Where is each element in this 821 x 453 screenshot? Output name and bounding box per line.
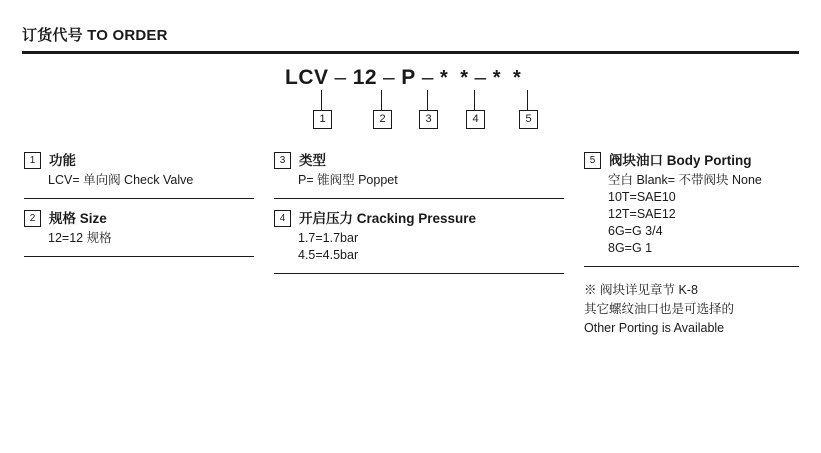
legend-block-5-head: [584, 152, 799, 169]
legend-title-4: 开启压力 Cracking Pressure: [299, 210, 477, 226]
legend-body-4: [298, 230, 564, 264]
code-marker-3: 3: [419, 110, 438, 129]
legend-marker-4: 4: [274, 210, 291, 227]
note-line: ※ 阀块详见章节 K-8: [584, 283, 698, 297]
legend-option: 12=12 规格: [48, 231, 112, 245]
note-line: 其它螺纹油口也是可选择的: [584, 302, 735, 316]
leader-line-5: [527, 90, 528, 110]
legend-body-3: [298, 172, 564, 189]
code-segment-3: P: [401, 66, 416, 89]
legend-body-1: [48, 172, 254, 189]
legend-title-2: 规格 Size: [49, 210, 107, 226]
legend-column-2: [274, 152, 564, 285]
legend-block-4: [274, 210, 564, 264]
page-title: 订货代号 TO ORDER: [22, 27, 168, 44]
leader-line-2: [381, 90, 382, 110]
code-separator: –: [421, 66, 434, 89]
code-segment-4b: *: [460, 67, 469, 89]
legend-option: 10T=SAE10: [608, 190, 676, 204]
code-separator: –: [334, 66, 347, 89]
code-separator: –: [474, 66, 487, 89]
legend-body-2: [48, 230, 254, 247]
legend-marker-3: 3: [274, 152, 291, 169]
leader-line-3: [427, 90, 428, 110]
legend-option: 4.5=4.5bar: [298, 248, 359, 262]
code-segment-4a: *: [439, 67, 449, 89]
legend-option: 8G=G 1: [608, 241, 653, 255]
code-segment-5a: *: [492, 67, 502, 89]
legend-block-4-head: [274, 210, 564, 227]
legend-marker-1: 1: [24, 152, 41, 169]
note-line: Other Porting is Available: [584, 321, 725, 335]
legend-option: 12T=SAE12: [608, 207, 676, 221]
legend-divider-5: [584, 266, 799, 267]
legend-divider-1: [24, 198, 254, 199]
legend-block-1-head: [24, 152, 254, 169]
legend-block-5: [584, 152, 799, 257]
legend-column-3: [584, 152, 799, 338]
legend-option: P= 锥阀型 Poppet: [298, 173, 398, 187]
legend-block-3: [274, 152, 564, 189]
code-segment-1: LCV: [285, 66, 329, 89]
code-marker-4: 4: [466, 110, 485, 129]
header-divider: [22, 51, 799, 54]
legend-divider-2: [24, 256, 254, 257]
legend-title-1: 功能: [49, 152, 76, 168]
legend-block-3-head: [274, 152, 564, 169]
legend-divider-3: [274, 198, 564, 199]
order-code-diagram: [0, 58, 821, 138]
legend-title-5: 阀块油口 Body Porting: [609, 152, 752, 168]
legend-option: 1.7=1.7bar: [298, 231, 359, 245]
legend-title-3: 类型: [299, 152, 326, 168]
legend-block-2-head: [24, 210, 254, 227]
legend-divider-4: [274, 273, 564, 274]
legend-block-2: [24, 210, 254, 247]
legend-option: LCV= 单向阀 Check Valve: [48, 173, 194, 187]
legend-column-1: [24, 152, 254, 268]
code-marker-2: 2: [373, 110, 392, 129]
legend-option: 6G=G 3/4: [608, 224, 663, 238]
code-marker-1: 1: [313, 110, 332, 129]
code-segment-2: 12: [352, 66, 378, 89]
leader-line-4: [474, 90, 475, 110]
legend-block-1: [24, 152, 254, 189]
section-header: [22, 26, 799, 46]
order-code-string: [285, 66, 521, 90]
code-marker-5: 5: [519, 110, 538, 129]
legend-marker-2: 2: [24, 210, 41, 227]
legend-marker-5: 5: [584, 152, 601, 169]
code-segment-5b: *: [513, 67, 522, 89]
code-separator: –: [383, 66, 396, 89]
legend-body-5: [608, 172, 799, 257]
leader-line-1: [321, 90, 322, 110]
porting-note: [584, 281, 799, 338]
legend-option: 空白 Blank= 不带阀块 None: [608, 173, 762, 187]
